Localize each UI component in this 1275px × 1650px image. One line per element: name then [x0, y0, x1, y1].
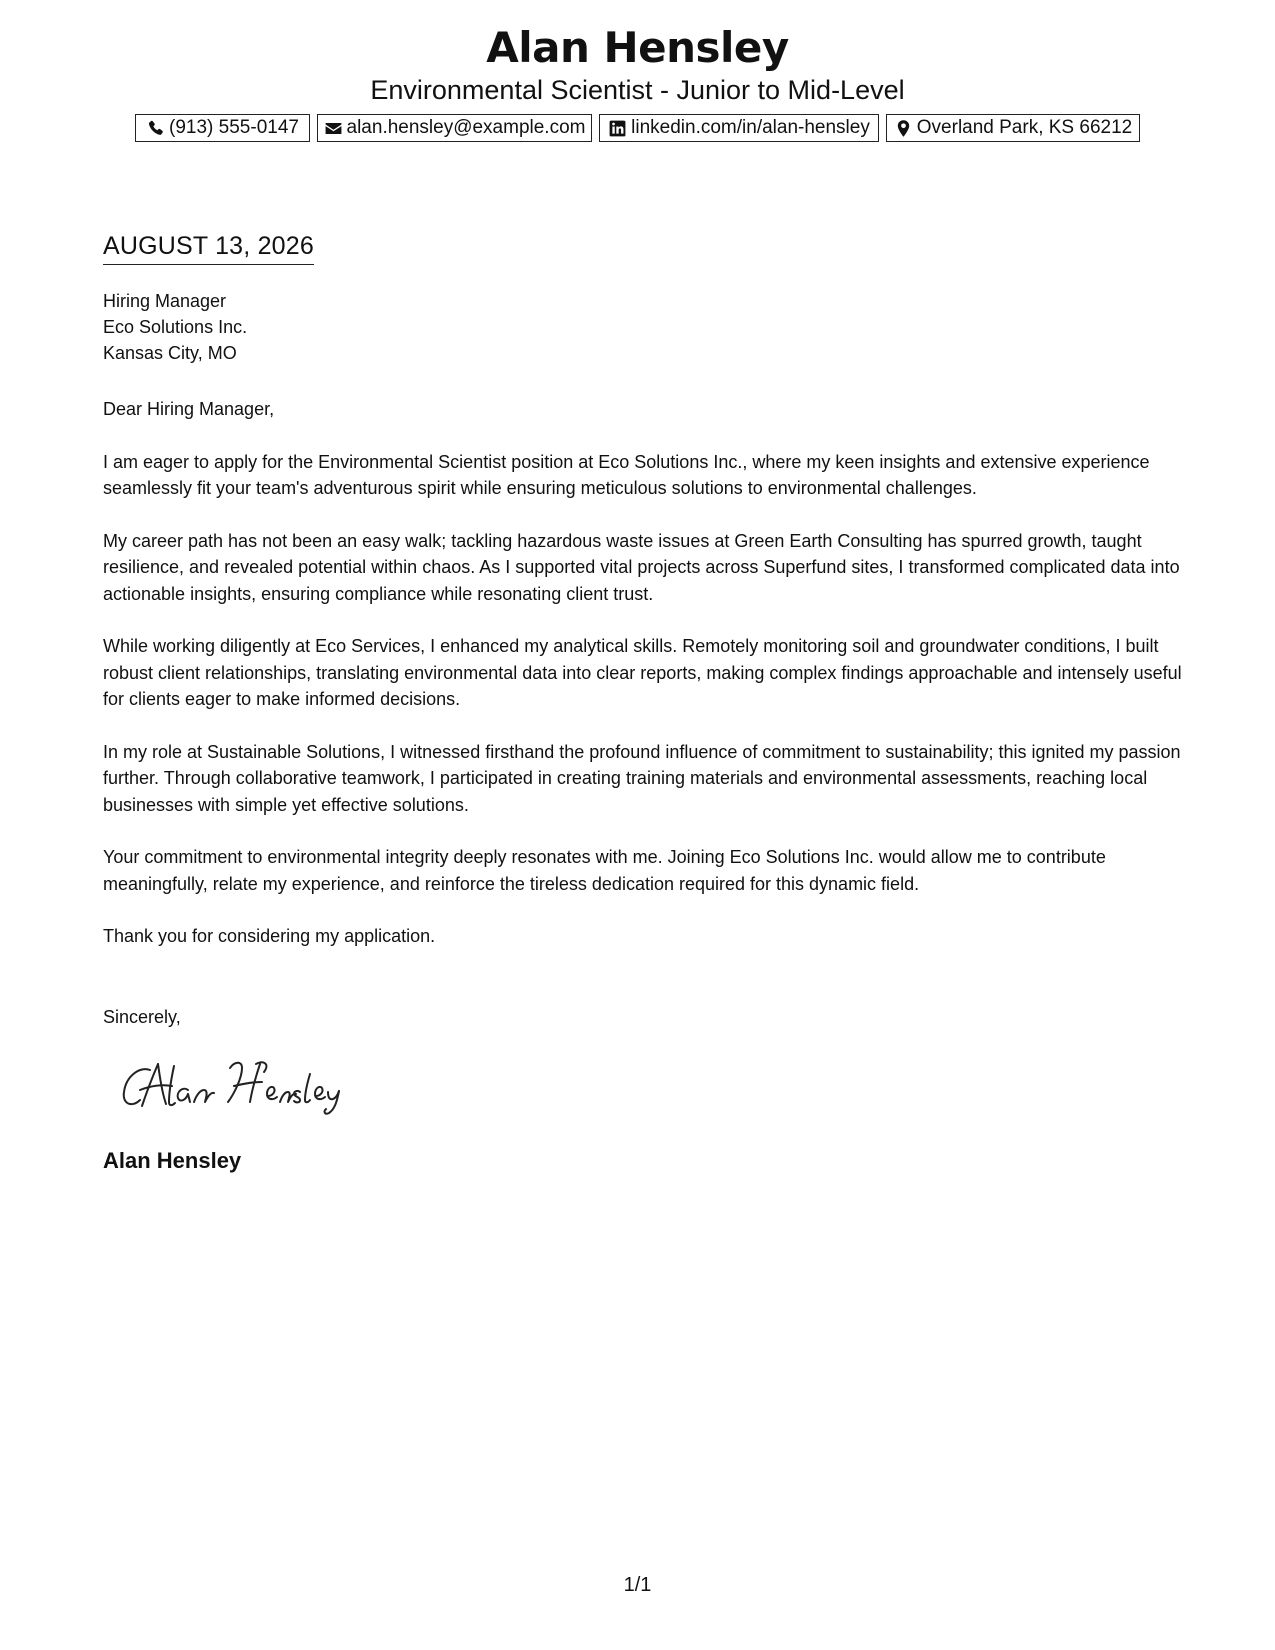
salutation: Dear Hiring Manager, [103, 399, 275, 419]
body-paragraph: Your commitment to environmental integrity deeply resonates with me. Joining Eco Solutions Inc. would allow me to contribute meaningfully, relate my experience, and reinforce the tireless dedication required for this dynamic field. [103, 847, 1106, 894]
location-text: Overland Park, KS 66212 [916, 117, 1133, 138]
recipient-line: Eco Solutions Inc. [103, 317, 248, 337]
closing-salutation: Sincerely, [103, 1007, 181, 1027]
applicant-title: Environmental Scientist - Junior to Mid-Level [370, 75, 905, 105]
phone-icon [146, 119, 165, 138]
contact-email[interactable] [317, 114, 592, 142]
contact-location[interactable] [886, 114, 1140, 142]
map-marker-icon [894, 119, 913, 138]
phone-text: (913) 555-0147 [169, 117, 299, 138]
envelope-icon [324, 119, 343, 138]
recipient-line: Kansas City, MO [103, 343, 237, 363]
handwritten-signature [118, 1052, 358, 1122]
recipient-line: Hiring Manager [103, 291, 227, 311]
applicant-name: Alan Hensley [486, 23, 789, 72]
signed-name: Alan Hensley [103, 1148, 242, 1173]
contact-phone[interactable] [135, 114, 310, 142]
body-paragraph: My career path has not been an easy walk; tackling hazardous waste issues at Green Earth Consulting has spurred growth, taught resilience, and revealed potential within chaos. As I supported vital projects across Superfund sites, I transformed complicated data into actionable insights, ensuring compliance while resonating client trust. [103, 530, 1180, 604]
body-paragraph: I am eager to apply for the Environmental Scientist position at Eco Solutions Inc., where my keen insights and extensive experience seamlessly fit your team's adventurous spirit while ensuring meticulous solutions to environmental challenges. [103, 451, 1150, 498]
recipient-block [103, 288, 247, 366]
letter-header [0, 22, 1275, 106]
contact-linkedin[interactable] [599, 114, 879, 142]
letter-date: AUGUST 13, 2026 [103, 230, 314, 265]
body-paragraph: In my role at Sustainable Solutions, I witnessed firsthand the profound influence of commitment to sustainability; this ignited my passion further. Through collaborative teamwork, I participated in creating training materials and environmental assessments, reaching local businesses with simple yet effective solutions. [103, 741, 1181, 815]
email-text: alan.hensley@example.com [346, 117, 586, 138]
linkedin-icon [608, 119, 627, 138]
contact-bar [0, 114, 1275, 142]
body-paragraph: While working diligently at Eco Services, I enhanced my analytical skills. Remotely monitoring soil and groundwater conditions, I built robust client relationships, translating environmental data into clear reports, making complex findings approachable and intensely useful for clients eager to make informed decisions. [103, 636, 1182, 709]
body-paragraph: Thank you for considering my application. [103, 926, 436, 946]
linkedin-text: linkedin.com/in/alan-hensley [631, 117, 870, 138]
page-number: 1/1 [623, 1574, 652, 1596]
letter-body [103, 396, 1183, 976]
